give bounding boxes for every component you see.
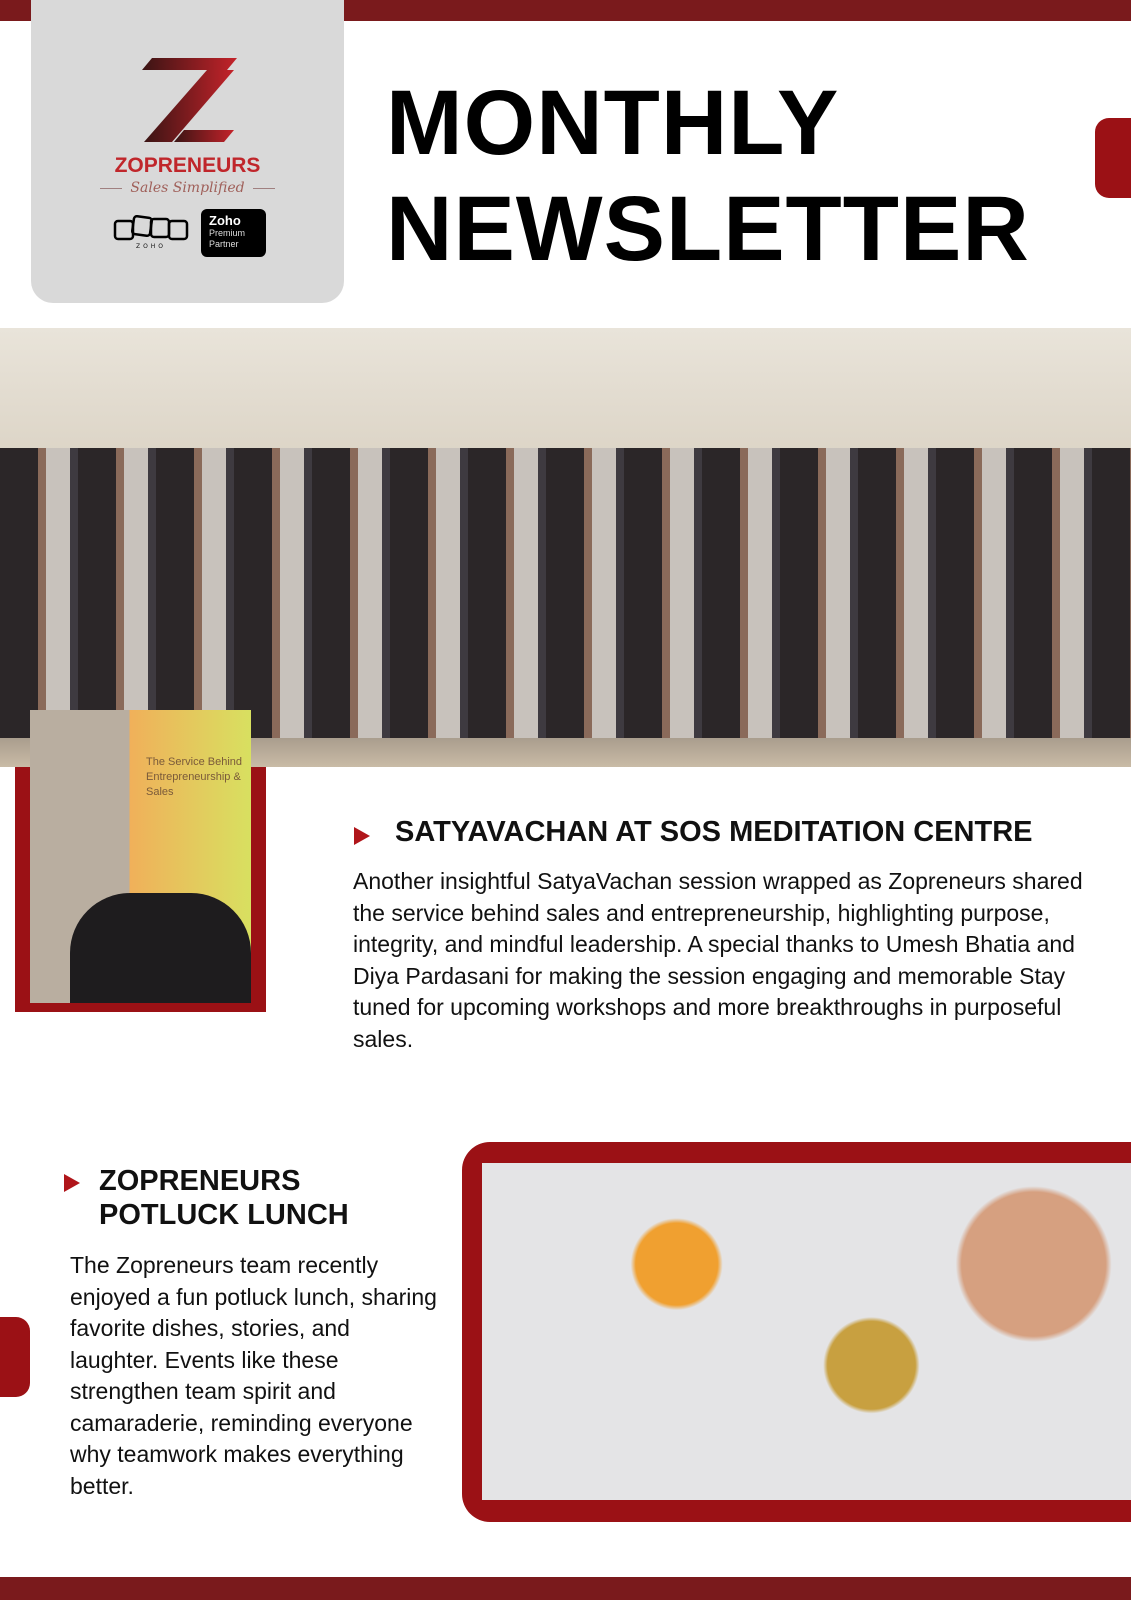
decorative-tab [1095,118,1131,198]
bottom-band [0,1577,1131,1600]
partner-line2: Partner [209,239,239,249]
section1-body: Another insightful SatyaVachan session wrapped as Zopreneurs shared the service behind sales and entrepreneurship, highlighting purpose, integrity, and mindful leadership. A special thanks to Umesh Bhatia and Diya Pardasani for making the session engaging and memorable Stay tuned for upcoming workshops and more breakthroughs in purposeful sales. [353,868,1083,1052]
audience-silhouette [70,893,251,1003]
brand-tagline: Sales Simplified [31,180,344,196]
zopreneurs-z-logo-icon [142,58,237,142]
logo-card [31,0,344,303]
zoho-logo-icon [113,215,189,243]
potluck-food-photo [482,1163,1131,1500]
group-people [0,448,1131,738]
decorative-tab [0,1317,30,1397]
section2-heading: ZOPRENEURS POTLUCK LUNCH [99,1165,349,1231]
triangle-bullet-icon [354,827,370,845]
speaker-photo [30,710,251,1003]
zoho-premium-partner-badge [201,209,266,257]
partner-line1: Premium [209,228,246,238]
section2-body: The Zopreneurs team recently enjoyed a fun potluck lunch, sharing favorite dishes, stories, and laughter. Events like these strengthen team spirit and camaraderie, reminding everyone why teamwork makes everything better. [70,1252,437,1499]
partner-title: Zoho [209,213,241,228]
triangle-bullet-icon [64,1174,80,1192]
slide-text: The Service Behind Entrepreneurship & Sales [146,756,242,798]
zoho-wordmark: ZOHO [135,243,167,250]
group-photo [0,328,1131,767]
brand-name: ZOPRENEURS [114,154,261,177]
section1-heading: SATYAVACHAN AT SOS MEDITATION CENTRE [395,816,1033,848]
newsletter-title: MONTHLY NEWSLETTER [386,72,1030,280]
